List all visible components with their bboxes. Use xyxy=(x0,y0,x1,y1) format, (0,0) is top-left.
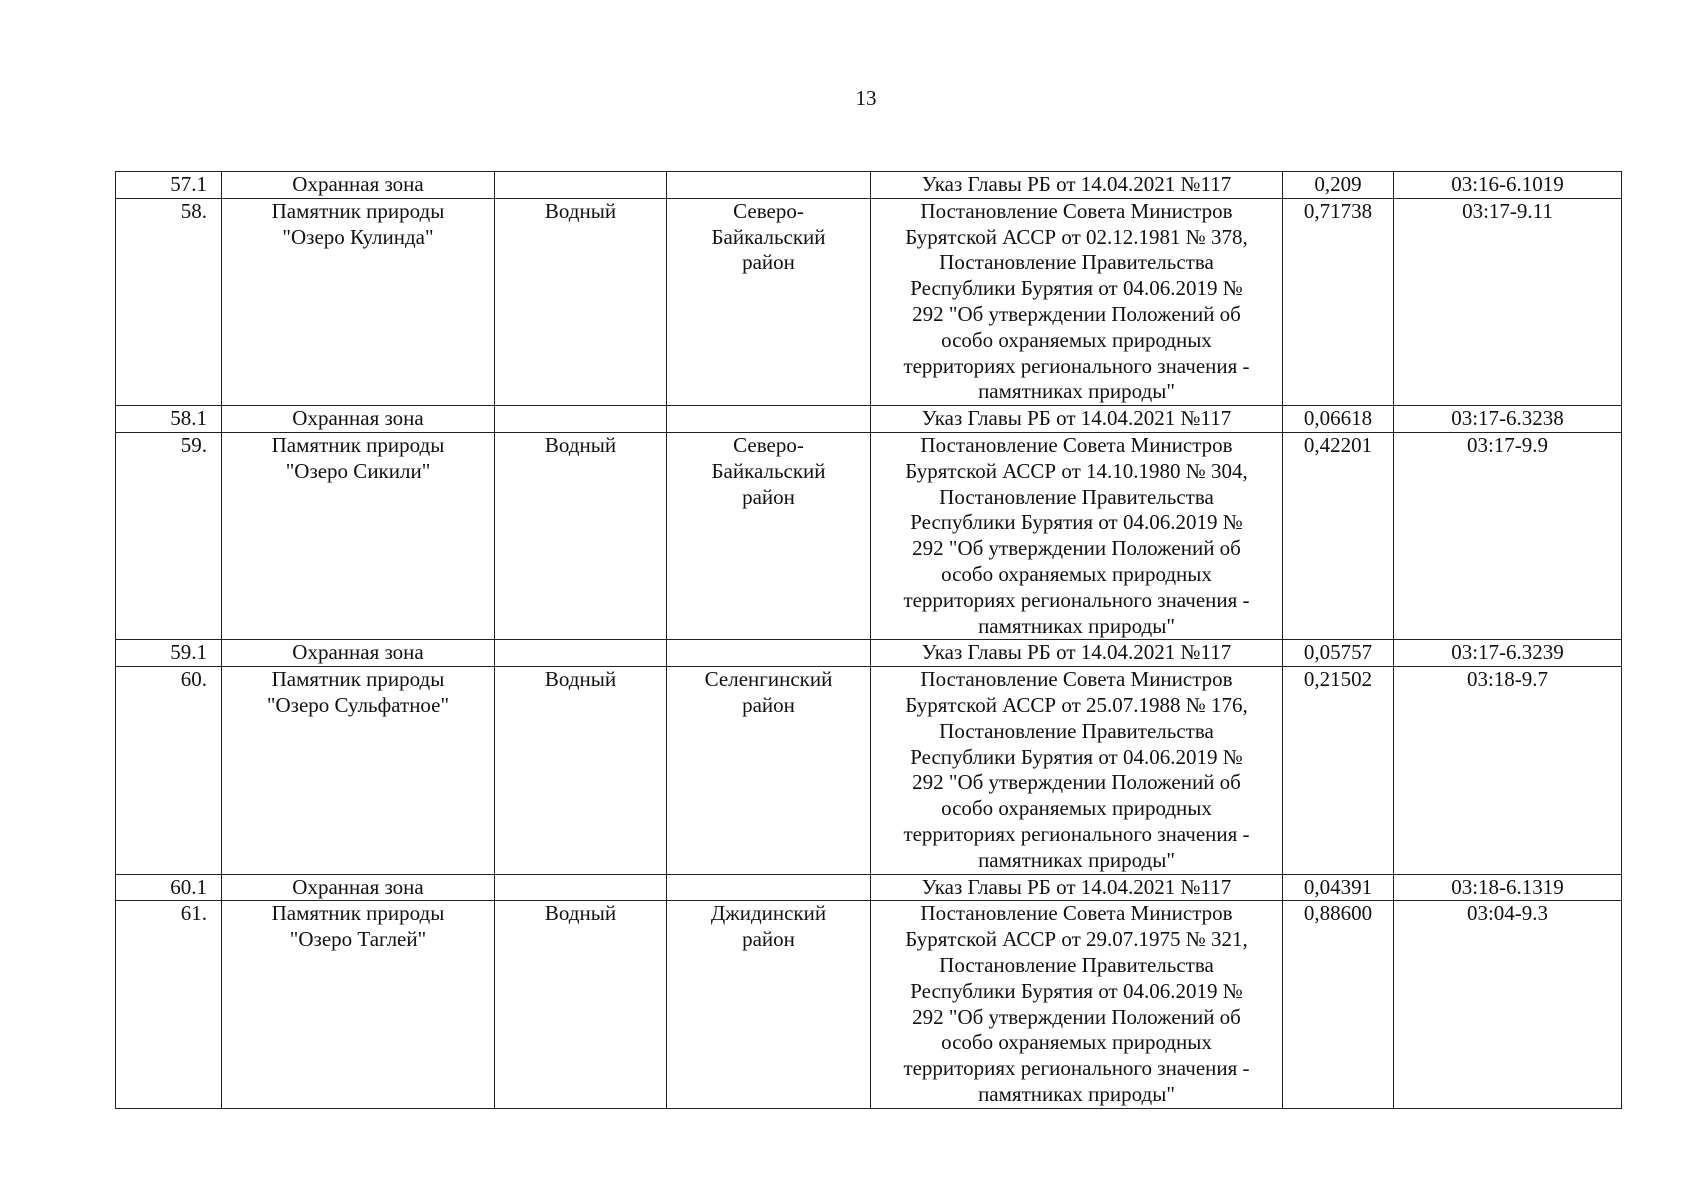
legal-document-cell: Постановление Совета Министров Бурятской АССР от 29.07.1975 № 321, Постановление Правительства Республики Бурятия от 04.06.2019 № 292 "Об утверждении Положений об особо охраняемых природных территориях регионального значения - памятниках природы" xyxy=(871,901,1283,1108)
area-cell: 0,42201 xyxy=(1283,432,1394,639)
registry-code-cell: 03:17-6.3238 xyxy=(1394,406,1622,433)
profile-cell: Водный xyxy=(495,667,667,874)
area-cell: 0,21502 xyxy=(1283,667,1394,874)
table-row xyxy=(116,640,1622,667)
location-cell: Джидинский район xyxy=(667,901,871,1108)
object-name-cell: Памятник природы "Озеро Таглей" xyxy=(222,901,495,1108)
area-cell: 0,05757 xyxy=(1283,640,1394,667)
page-number: 13 xyxy=(855,86,877,110)
area-cell: 0,209 xyxy=(1283,172,1394,199)
row-number-cell: 58.1 xyxy=(116,406,222,433)
legal-document-cell: Постановление Совета Министров Бурятской АССР от 02.12.1981 № 378, Постановление Правительства Республики Бурятия от 04.06.2019 № 292 "Об утверждении Положений об особо охраняемых природных территориях регионального значения - памятниках природы" xyxy=(871,198,1283,405)
object-name-cell: Охранная зона xyxy=(222,406,495,433)
registry-code-cell: 03:18-6.1319 xyxy=(1394,874,1622,901)
registry-code-cell: 03:16-6.1019 xyxy=(1394,172,1622,199)
table-row xyxy=(116,667,1622,874)
area-cell: 0,06618 xyxy=(1283,406,1394,433)
location-cell xyxy=(667,406,871,433)
object-name-cell: Охранная зона xyxy=(222,172,495,199)
object-name-cell: Охранная зона xyxy=(222,640,495,667)
object-name-cell: Памятник природы "Озеро Сикили" xyxy=(222,432,495,639)
table-row xyxy=(116,901,1622,1108)
object-name-cell: Охранная зона xyxy=(222,874,495,901)
legal-document-cell: Указ Главы РБ от 14.04.2021 №117 xyxy=(871,640,1283,667)
location-cell: Северо- Байкальский район xyxy=(667,432,871,639)
profile-cell xyxy=(495,406,667,433)
row-number-cell: 61. xyxy=(116,901,222,1108)
row-number-cell: 60. xyxy=(116,667,222,874)
location-cell xyxy=(667,640,871,667)
legal-document-cell: Постановление Совета Министров Бурятской АССР от 25.07.1988 № 176, Постановление Правительства Республики Бурятия от 04.06.2019 № 292 "Об утверждении Положений об особо охраняемых природных территориях регионального значения - памятниках природы" xyxy=(871,667,1283,874)
profile-cell: Водный xyxy=(495,901,667,1108)
area-cell: 0,88600 xyxy=(1283,901,1394,1108)
profile-cell xyxy=(495,640,667,667)
profile-cell: Водный xyxy=(495,198,667,405)
registry-code-cell: 03:04-9.3 xyxy=(1394,901,1622,1108)
profile-cell: Водный xyxy=(495,432,667,639)
row-number-cell: 59.1 xyxy=(116,640,222,667)
object-name-cell: Памятник природы "Озеро Сульфатное" xyxy=(222,667,495,874)
legal-document-cell: Указ Главы РБ от 14.04.2021 №117 xyxy=(871,172,1283,199)
location-cell: Северо- Байкальский район xyxy=(667,198,871,405)
table-row xyxy=(116,406,1622,433)
row-number-cell: 59. xyxy=(116,432,222,639)
area-cell: 0,04391 xyxy=(1283,874,1394,901)
registry-code-cell: 03:18-9.7 xyxy=(1394,667,1622,874)
profile-cell xyxy=(495,172,667,199)
registry-code-cell: 03:17-9.11 xyxy=(1394,198,1622,405)
legal-document-cell: Постановление Совета Министров Бурятской АССР от 14.10.1980 № 304, Постановление Правительства Республики Бурятия от 04.06.2019 № 292 "Об утверждении Положений об особо охраняемых природных территориях регионального значения - памятниках природы" xyxy=(871,432,1283,639)
object-name-cell: Памятник природы "Озеро Кулинда" xyxy=(222,198,495,405)
location-cell xyxy=(667,172,871,199)
profile-cell xyxy=(495,874,667,901)
registry-code-cell: 03:17-6.3239 xyxy=(1394,640,1622,667)
registry-code-cell: 03:17-9.9 xyxy=(1394,432,1622,639)
table-row xyxy=(116,172,1622,199)
table-row xyxy=(116,432,1622,639)
legal-document-cell: Указ Главы РБ от 14.04.2021 №117 xyxy=(871,874,1283,901)
row-number-cell: 57.1 xyxy=(116,172,222,199)
row-number-cell: 60.1 xyxy=(116,874,222,901)
location-cell: Селенгинский район xyxy=(667,667,871,874)
location-cell xyxy=(667,874,871,901)
table-row xyxy=(116,874,1622,901)
table-row xyxy=(116,198,1622,405)
area-cell: 0,71738 xyxy=(1283,198,1394,405)
legal-document-cell: Указ Главы РБ от 14.04.2021 №117 xyxy=(871,406,1283,433)
protected-areas-table xyxy=(115,171,1622,1109)
row-number-cell: 58. xyxy=(116,198,222,405)
